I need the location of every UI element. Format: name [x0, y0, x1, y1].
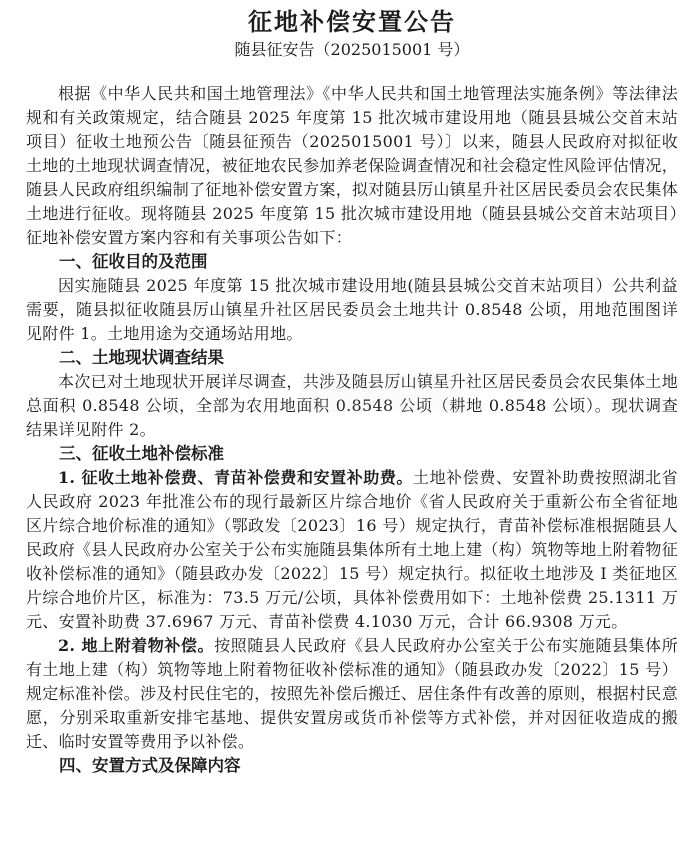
intro-paragraph: 根据《中华人民共和国土地管理法》《中华人民共和国土地管理法实施条例》等法律法规和有关政策规定，结合随县 2025 年度第 15 批次城市建设用地（随县县城公交首末站项目）征收土地预公告〔随县征预告（2025015001 号）〕以来，随县人民政府对拟征收土地的土地现状调查情况，被征地农民参加养老保险调查情况和社会稳定性风险评估情况，随县人民政府组织编制了征地补偿安置方案，拟对随县厉山镇星升社区居民委员会农民集体土地进行征收。现将随县 2025 年度第 15 批次城市建设用地（随县县城公交首末站项目）征地补偿安置方案内容和有关事项公告如下：	[26, 84, 679, 247]
section-paragraph	[26, 370, 678, 442]
section-heading: 二、土地现状调查结果	[59, 348, 224, 367]
paragraph-lead: 1. 征收土地补偿费、青苗补偿费和安置补助费。	[58, 468, 414, 487]
section-heading: 四、安置方式及保障内容	[59, 756, 241, 775]
paragraph-text: 因实施随县 2025 年度第 15 批次城市建设用地(随县县城公交首末站项目）公共利益需要，随县拟征收随县厉山镇星升社区居民委员会土地共计 0.8548 公顷，用地范围图详见附件 1。土地用途为交通场站用地。	[26, 276, 678, 343]
section-heading: 一、征收目的及范围	[59, 252, 208, 271]
section-paragraph	[26, 634, 678, 754]
section-heading: 三、征收土地补偿标准	[59, 444, 224, 463]
paragraph-text: 本次已对土地现状开展详尽调查，共涉及随县厉山镇星升社区居民委员会农民集体土地总面积 0.8548 公顷，全部为农用地面积 0.8548 公顷（耕地 0.8548 公顷）。现状调查结果详见附件 2。	[26, 372, 678, 439]
document-title: 征地补偿安置公告	[248, 7, 456, 36]
section-paragraph	[26, 274, 678, 346]
section-survey	[26, 346, 678, 442]
paragraph-text: 按照随县人民政府《县人民政府办公室关于公布实施随县集体所有土地上建（构）筑物等地上附着物征收补偿标准的通知》（随县政办发〔2022〕15 号）规定标准补偿。涉及村民住宅的，按照先补偿后搬迁、居住条件有改善的原则，根据村民意愿，分别采取重新安排宅基地、提供安置房或货币补偿等方式补偿，并对因征收造成的搬迁、临时安置等费用予以补偿。	[26, 636, 679, 751]
section-compensation-standard	[26, 442, 678, 754]
section-paragraph	[26, 466, 678, 634]
paragraph-text: 土地补偿费、安置补助费按照湖北省人民政府 2023 年批准公布的现行最新区片综合地价《省人民政府关于重新公布全省征地区片综合地价标准的通知》（鄂政发〔2023〕16 号）规定执行，青苗补偿标准根据随县人民政府《县人民政府办公室关于公布实施随县集体所有土地上建（构）筑物等地上附着物征收补偿标准的通知》（随县政办发〔2022〕15 号）规定执行。拟征收土地涉及 I 类征地区片综合地价片区，标准为：73.5 万元/公顷，具体补偿费用如下：土地补偿费 25.1311 万元、安置补助费 37.6967 万元、青苗补偿费 4.1030 万元，合计 66.9308 万元。	[26, 468, 679, 631]
paragraph-lead: 2. 地上附着物补偿。	[58, 636, 215, 655]
document-number: 随县征安告（2025015001 号）	[234, 40, 470, 59]
section-resettlement	[26, 754, 678, 778]
section-purpose	[26, 250, 678, 346]
